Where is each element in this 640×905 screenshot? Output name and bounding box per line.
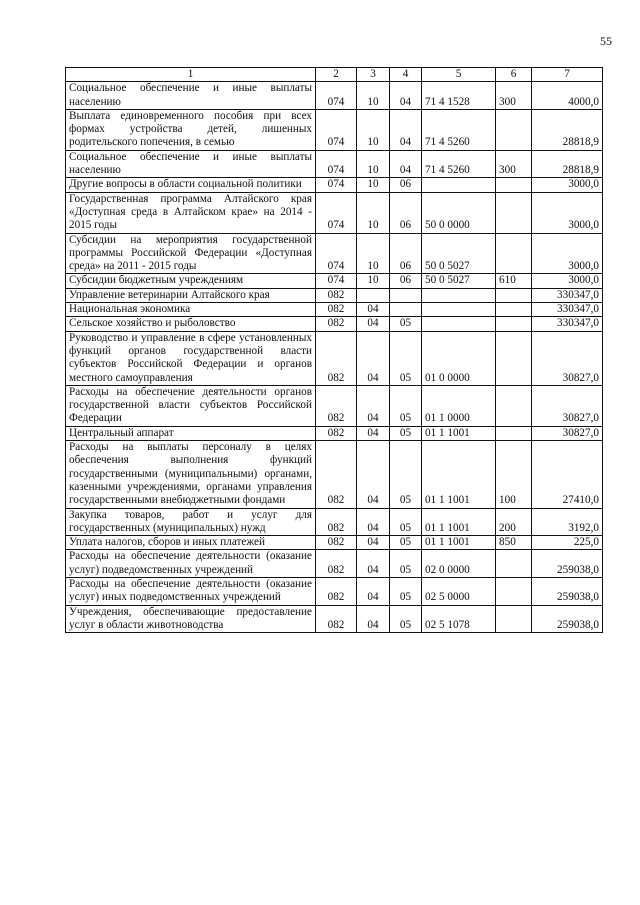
section-code-cell: 04 — [357, 550, 390, 578]
amount-cell: 4000,0 — [532, 82, 603, 110]
department-code-cell: 082 — [316, 550, 357, 578]
row-name-cell: Расходы на обеспечение деятельности (оказание услуг) подведомственных учреждений — [66, 550, 316, 578]
amount-cell: 330347,0 — [532, 303, 603, 317]
target-item-code-cell: 02 5 1078 — [422, 605, 496, 633]
table-row — [66, 426, 603, 440]
row-name-cell: Национальная экономика — [66, 303, 316, 317]
row-name-cell: Учреждения, обеспечивающие предоставление услуг в области животноводства — [66, 605, 316, 633]
table-row — [66, 178, 603, 192]
expense-type-code-cell — [496, 192, 532, 233]
section-code-cell — [357, 288, 390, 302]
amount-cell: 30827,0 — [532, 385, 603, 426]
subsection-code-cell: 05 — [390, 441, 422, 508]
budget-table-body — [66, 82, 603, 633]
expense-type-code-cell: 100 — [496, 441, 532, 508]
target-item-code-cell: 01 1 1001 — [422, 441, 496, 508]
department-code-cell: 082 — [316, 317, 357, 331]
amount-cell: 259038,0 — [532, 577, 603, 605]
table-row — [66, 536, 603, 550]
amount-cell: 30827,0 — [532, 331, 603, 385]
subsection-code-cell: 06 — [390, 274, 422, 288]
expense-type-code-cell: 610 — [496, 274, 532, 288]
department-code-cell: 074 — [316, 192, 357, 233]
section-code-cell: 04 — [357, 536, 390, 550]
row-name-cell: Расходы на обеспечение деятельности органов государственной власти субъектов Российской Федерации — [66, 385, 316, 426]
section-code-cell: 10 — [357, 233, 390, 274]
department-code-cell: 074 — [316, 233, 357, 274]
subsection-code-cell: 05 — [390, 317, 422, 331]
target-item-code-cell: 50 0 0000 — [422, 192, 496, 233]
row-name-cell: Социальное обеспечение и иные выплаты населению — [66, 82, 316, 110]
row-name-cell: Расходы на выплаты персоналу в целях обеспечения выполнения функций государственными (муниципальными) органами, казенными учреждениями, органами управления государственными внебюджетными фондами — [66, 441, 316, 508]
section-code-cell: 04 — [357, 303, 390, 317]
table-row — [66, 82, 603, 110]
table-row — [66, 605, 603, 633]
target-item-code-cell — [422, 288, 496, 302]
department-code-cell: 082 — [316, 577, 357, 605]
department-code-cell: 082 — [316, 508, 357, 536]
row-name-cell: Социальное обеспечение и иные выплаты населению — [66, 150, 316, 178]
expense-type-code-cell — [496, 109, 532, 150]
target-item-code-cell — [422, 317, 496, 331]
table-row — [66, 274, 603, 288]
amount-cell: 3000,0 — [532, 233, 603, 274]
amount-cell: 30827,0 — [532, 426, 603, 440]
target-item-code-cell: 50 0 5027 — [422, 274, 496, 288]
expense-type-code-cell — [496, 577, 532, 605]
section-code-cell: 10 — [357, 192, 390, 233]
department-code-cell: 082 — [316, 605, 357, 633]
table-row — [66, 192, 603, 233]
target-item-code-cell: 71 4 5260 — [422, 150, 496, 178]
department-code-cell: 082 — [316, 441, 357, 508]
target-item-code-cell: 01 0 0000 — [422, 331, 496, 385]
target-item-code-cell — [422, 178, 496, 192]
section-code-cell: 04 — [357, 605, 390, 633]
amount-cell: 225,0 — [532, 536, 603, 550]
table-row — [66, 331, 603, 385]
row-name-cell: Выплата единовременного пособия при всех формах устройства детей, лишенных родительского попечения, в семью — [66, 109, 316, 150]
section-code-cell: 04 — [357, 331, 390, 385]
table-row — [66, 441, 603, 508]
header-cell-target-item: 5 — [422, 68, 496, 82]
amount-cell: 259038,0 — [532, 605, 603, 633]
section-code-cell: 04 — [357, 426, 390, 440]
subsection-code-cell: 06 — [390, 233, 422, 274]
expense-type-code-cell — [496, 605, 532, 633]
row-name-cell: Другие вопросы в области социальной политики — [66, 178, 316, 192]
section-code-cell: 10 — [357, 274, 390, 288]
department-code-cell: 074 — [316, 109, 357, 150]
page-number: 55 — [600, 34, 612, 48]
table-row — [66, 109, 603, 150]
expense-type-code-cell — [496, 550, 532, 578]
expense-type-code-cell: 300 — [496, 82, 532, 110]
amount-cell: 27410,0 — [532, 441, 603, 508]
row-name-cell: Управление ветеринарии Алтайского края — [66, 288, 316, 302]
section-code-cell: 10 — [357, 109, 390, 150]
expense-type-code-cell: 300 — [496, 150, 532, 178]
subsection-code-cell — [390, 288, 422, 302]
header-cell-name: 1 — [66, 68, 316, 82]
subsection-code-cell: 05 — [390, 550, 422, 578]
target-item-code-cell: 01 1 0000 — [422, 385, 496, 426]
header-row — [66, 68, 603, 82]
row-name-cell: Руководство и управление в сфере установленных функций органов государственной власти субъектов Российской Федерации и органов местного самоуправления — [66, 331, 316, 385]
target-item-code-cell: 50 0 5027 — [422, 233, 496, 274]
expense-type-code-cell — [496, 288, 532, 302]
amount-cell: 330347,0 — [532, 317, 603, 331]
subsection-code-cell: 05 — [390, 426, 422, 440]
department-code-cell: 074 — [316, 178, 357, 192]
department-code-cell: 074 — [316, 150, 357, 178]
department-code-cell: 082 — [316, 536, 357, 550]
amount-cell: 3000,0 — [532, 274, 603, 288]
target-item-code-cell: 71 4 5260 — [422, 109, 496, 150]
row-name-cell: Государственная программа Алтайского края «Доступная среда в Алтайском крае» на 2014 - 2015 годы — [66, 192, 316, 233]
subsection-code-cell: 05 — [390, 605, 422, 633]
header-cell-subsection: 4 — [390, 68, 422, 82]
row-name-cell: Уплата налогов, сборов и иных платежей — [66, 536, 316, 550]
section-code-cell: 10 — [357, 178, 390, 192]
expense-type-code-cell: 200 — [496, 508, 532, 536]
amount-cell: 3000,0 — [532, 192, 603, 233]
section-code-cell: 04 — [357, 441, 390, 508]
expense-type-code-cell — [496, 303, 532, 317]
subsection-code-cell: 04 — [390, 109, 422, 150]
amount-cell: 28818,9 — [532, 150, 603, 178]
amount-cell: 3192,0 — [532, 508, 603, 536]
target-item-code-cell: 71 4 1528 — [422, 82, 496, 110]
target-item-code-cell: 01 1 1001 — [422, 426, 496, 440]
department-code-cell: 082 — [316, 426, 357, 440]
expense-type-code-cell — [496, 178, 532, 192]
budget-table — [65, 67, 603, 633]
row-name-cell: Расходы на обеспечение деятельности (оказание услуг) иных подведомственных учреждений — [66, 577, 316, 605]
expense-type-code-cell — [496, 331, 532, 385]
subsection-code-cell: 05 — [390, 577, 422, 605]
target-item-code-cell: 02 5 0000 — [422, 577, 496, 605]
table-row — [66, 385, 603, 426]
row-name-cell: Субсидии на мероприятия государственной программы Российской Федерации «Доступная среда» на 2011 - 2015 годы — [66, 233, 316, 274]
table-row — [66, 303, 603, 317]
section-code-cell: 10 — [357, 82, 390, 110]
header-cell-section: 3 — [357, 68, 390, 82]
expense-type-code-cell — [496, 233, 532, 274]
subsection-code-cell: 04 — [390, 150, 422, 178]
expense-type-code-cell: 850 — [496, 536, 532, 550]
department-code-cell: 082 — [316, 385, 357, 426]
table-row — [66, 317, 603, 331]
department-code-cell: 074 — [316, 82, 357, 110]
expense-type-code-cell — [496, 317, 532, 331]
department-code-cell: 082 — [316, 331, 357, 385]
header-cell-amount: 7 — [532, 68, 603, 82]
department-code-cell: 074 — [316, 274, 357, 288]
amount-cell: 3000,0 — [532, 178, 603, 192]
department-code-cell: 082 — [316, 288, 357, 302]
subsection-code-cell — [390, 303, 422, 317]
section-code-cell: 04 — [357, 385, 390, 426]
subsection-code-cell: 05 — [390, 536, 422, 550]
section-code-cell: 10 — [357, 150, 390, 178]
header-cell-department: 2 — [316, 68, 357, 82]
subsection-code-cell: 04 — [390, 82, 422, 110]
table-row — [66, 288, 603, 302]
target-item-code-cell: 01 1 1001 — [422, 508, 496, 536]
section-code-cell: 04 — [357, 577, 390, 605]
table-row — [66, 577, 603, 605]
section-code-cell: 04 — [357, 317, 390, 331]
amount-cell: 259038,0 — [532, 550, 603, 578]
subsection-code-cell: 06 — [390, 178, 422, 192]
target-item-code-cell — [422, 303, 496, 317]
header-cell-expense-type: 6 — [496, 68, 532, 82]
department-code-cell: 082 — [316, 303, 357, 317]
subsection-code-cell: 05 — [390, 385, 422, 426]
row-name-cell: Субсидии бюджетным учреждениям — [66, 274, 316, 288]
target-item-code-cell: 01 1 1001 — [422, 536, 496, 550]
subsection-code-cell: 05 — [390, 331, 422, 385]
section-code-cell: 04 — [357, 508, 390, 536]
expense-type-code-cell — [496, 385, 532, 426]
row-name-cell: Центральный аппарат — [66, 426, 316, 440]
row-name-cell: Закупка товаров, работ и услуг для государственных (муниципальных) нужд — [66, 508, 316, 536]
subsection-code-cell: 05 — [390, 508, 422, 536]
expense-type-code-cell — [496, 426, 532, 440]
table-row — [66, 550, 603, 578]
target-item-code-cell: 02 0 0000 — [422, 550, 496, 578]
table-row — [66, 508, 603, 536]
row-name-cell: Сельское хозяйство и рыболовство — [66, 317, 316, 331]
subsection-code-cell: 06 — [390, 192, 422, 233]
amount-cell: 28818,9 — [532, 109, 603, 150]
amount-cell: 330347,0 — [532, 288, 603, 302]
table-row — [66, 233, 603, 274]
table-row — [66, 150, 603, 178]
